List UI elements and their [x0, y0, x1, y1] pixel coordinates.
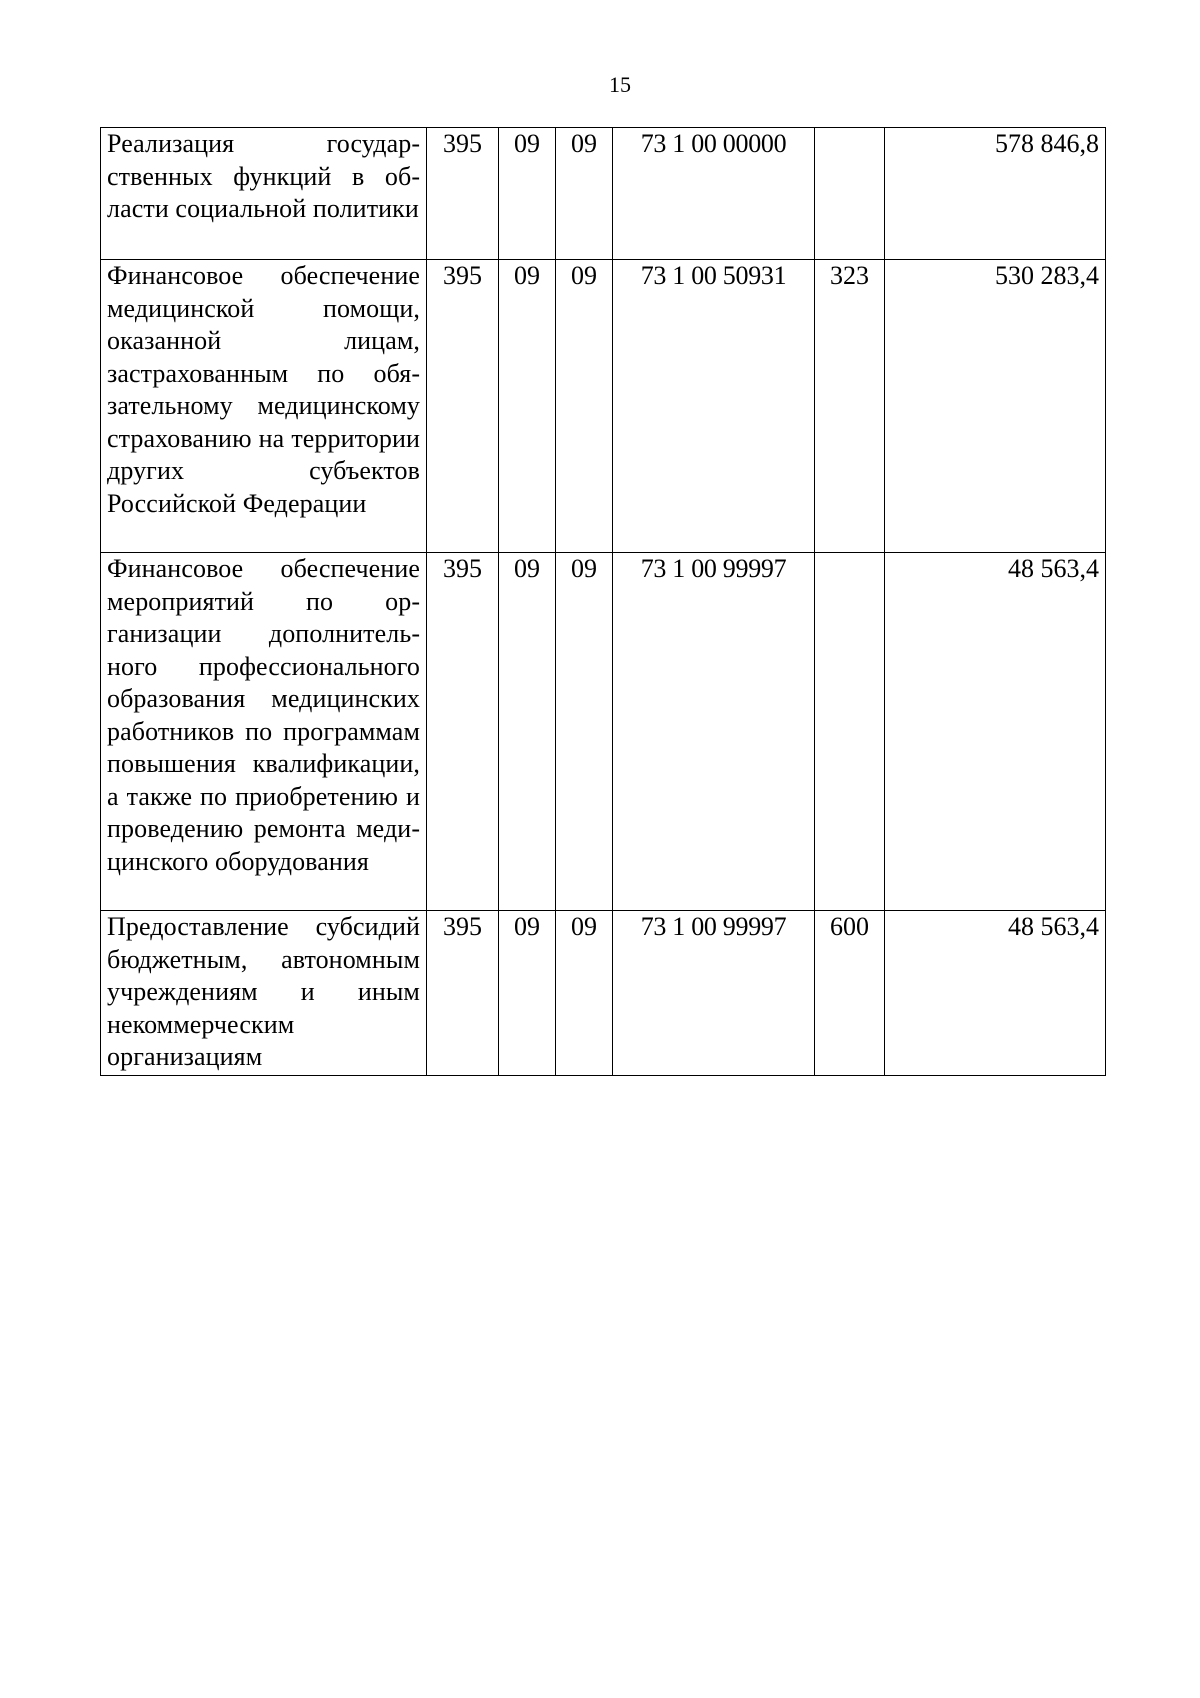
admin-code-cell: 395	[427, 553, 499, 911]
expense-type-cell	[815, 128, 885, 260]
table-row	[101, 128, 1106, 260]
table-row	[101, 553, 1106, 911]
section-cell: 09	[499, 128, 556, 260]
budget-table	[100, 127, 1106, 1076]
target-article-cell: 73 1 00 00000	[613, 128, 815, 260]
expense-type-cell: 600	[815, 911, 885, 1076]
target-article-cell: 73 1 00 50931	[613, 260, 815, 553]
admin-code-cell: 395	[427, 260, 499, 553]
row-name-cell: Предоставление субсидий бюджетным, автономным учреждениям и иным некоммерческим организациям	[101, 911, 427, 1076]
expense-type-cell	[815, 553, 885, 911]
row-name-cell: Финансовое обеспечение мероприятий по организации дополнительного профессионального образования медицинских работников по программам повышения квалификации, а также по приобретению и проведению ремонта медицинского оборудования	[101, 553, 427, 911]
amount-cell: 48 563,4	[885, 553, 1106, 911]
table-row	[101, 911, 1106, 1076]
amount-cell: 48 563,4	[885, 911, 1106, 1076]
admin-code-cell: 395	[427, 911, 499, 1076]
subsection-cell: 09	[556, 260, 613, 553]
subsection-cell: 09	[556, 911, 613, 1076]
expense-type-cell: 323	[815, 260, 885, 553]
subsection-cell: 09	[556, 128, 613, 260]
target-article-cell: 73 1 00 99997	[613, 553, 815, 911]
section-cell: 09	[499, 260, 556, 553]
section-cell: 09	[499, 911, 556, 1076]
row-name-cell: Реализация государственных функций в области социальной политики	[101, 128, 427, 260]
target-article-cell: 73 1 00 99997	[613, 911, 815, 1076]
row-name-cell: Финансовое обеспечение медицинской помощи, оказанной лицам, застрахованным по обязательному медицинскому страхованию на территории других субъектов Российской Федерации	[101, 260, 427, 553]
section-cell: 09	[499, 553, 556, 911]
subsection-cell: 09	[556, 553, 613, 911]
amount-cell: 530 283,4	[885, 260, 1106, 553]
amount-cell: 578 846,8	[885, 128, 1106, 260]
page-number: 15	[609, 72, 631, 97]
table-row	[101, 260, 1106, 553]
admin-code-cell: 395	[427, 128, 499, 260]
